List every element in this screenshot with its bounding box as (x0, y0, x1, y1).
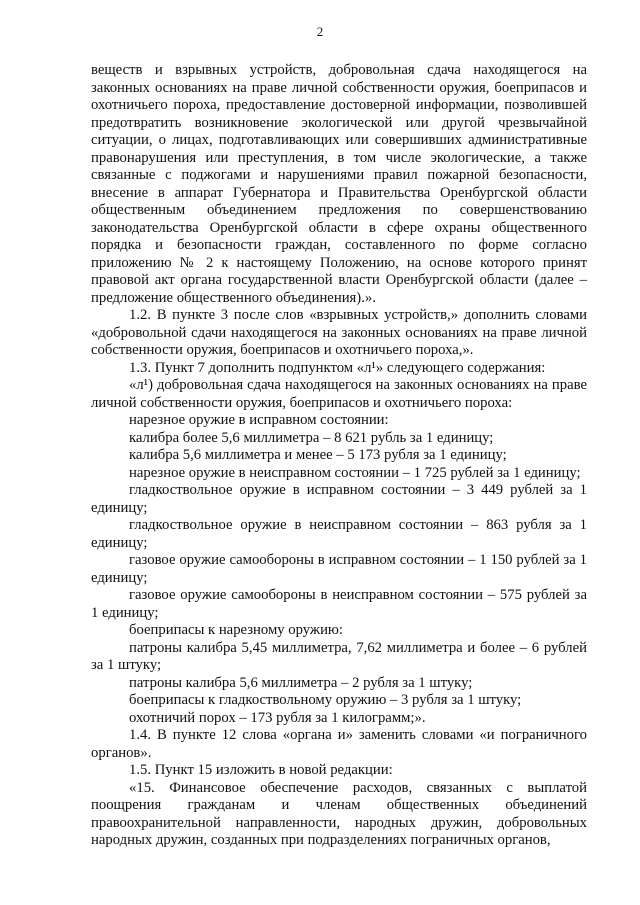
paragraph: нарезное оружие в исправном состоянии: (129, 412, 389, 428)
paragraph: патроны калибра 5,45 миллиметра, 7,62 миллиметра и более – 6 рублей за 1 штуку; (91, 639, 587, 673)
paragraph: газовое оружие самообороны в неисправном состоянии – 575 рублей за 1 единицу; (91, 587, 587, 621)
paragraph: охотничий порох – 173 рубля за 1 килограмм;». (129, 709, 426, 726)
paragraph: нарезное оружие в неисправном состоянии – 1 725 рублей за 1 единицу; (129, 464, 581, 481)
paragraph: калибра 5,6 миллиметра и менее – 5 173 рубля за 1 единицу; (129, 447, 507, 463)
paragraph: боеприпасы к гладкоствольному оружию – 3 рубля за 1 штуку; (129, 692, 522, 708)
paragraph: 1.4. В пункте 12 слова «органа и» заменить словами «и пограничного органов». (91, 727, 587, 761)
paragraph: боеприпасы к нарезному оружию: (129, 622, 343, 638)
paragraph: газовое оружие самообороны в исправном состоянии – 1 150 рублей за 1 единицу; (91, 552, 587, 586)
paragraph: 1.5. Пункт 15 изложить в новой редакции: (129, 762, 393, 778)
document-body (91, 62, 587, 850)
paragraph: веществ и взрывных устройств, добровольная сдача находящегося на законных основаниях на праве личной собственности оружия, боеприпасов и охотничьего пороха, предоставление достоверной информации, позволившей предотвратить возникновение экологической или другой чрезвычайной ситуации, о лицах, подготавливающих или совершивших административные правонарушения или преступления, в том числе экологические, а также связанные с поджогами и нарушениями правил пожарной безопасности, внесение в аппарат Губернатора и Правительства Оренбургской области общественным объединением предложения по совершенствованию законодательства Оренбургской области в сфере охраны общественного порядка и безопасности граждан, составленного по форме согласно приложению № 2 к настоящему Положению, на основе которого принят правовой акт органа государственной власти Оренбургской области (далее – предложение общественного объединения).». (91, 62, 587, 306)
paragraph: 1.2. В пункте 3 после слов «взрывных устройств,» дополнить словами «добровольной сдачи находящегося на законных основаниях на праве личной собственности оружия, боеприпасов и охотничьего пороха,». (91, 307, 587, 358)
paragraph: «л¹) добровольная сдача находящегося на законных основаниях на праве личной собственности оружия, боеприпасов и охотничьего пороха: (91, 377, 587, 411)
page-number: 2 (316, 24, 324, 39)
paragraph: патроны калибра 5,6 миллиметра – 2 рубля за 1 штуку; (129, 674, 473, 691)
paragraph: гладкоствольное оружие в исправном состоянии – 3 449 рублей за 1 единицу; (91, 482, 587, 516)
paragraph: «15. Финансовое обеспечение расходов, связанных с выплатой поощрения гражданам и членам общественных объединений правоохранительной направленности, народных дружин, добровольных народных дружин, созданных при подразделениях пограничных органов, (91, 779, 587, 848)
paragraph: 1.3. Пункт 7 дополнить подпунктом «л¹» следующего содержания: (129, 359, 546, 376)
paragraph: гладкоствольное оружие в неисправном состоянии – 863 рубля за 1 единицу; (91, 517, 587, 551)
paragraph: калибра более 5,6 миллиметра – 8 621 рубль за 1 единицу; (129, 429, 494, 446)
